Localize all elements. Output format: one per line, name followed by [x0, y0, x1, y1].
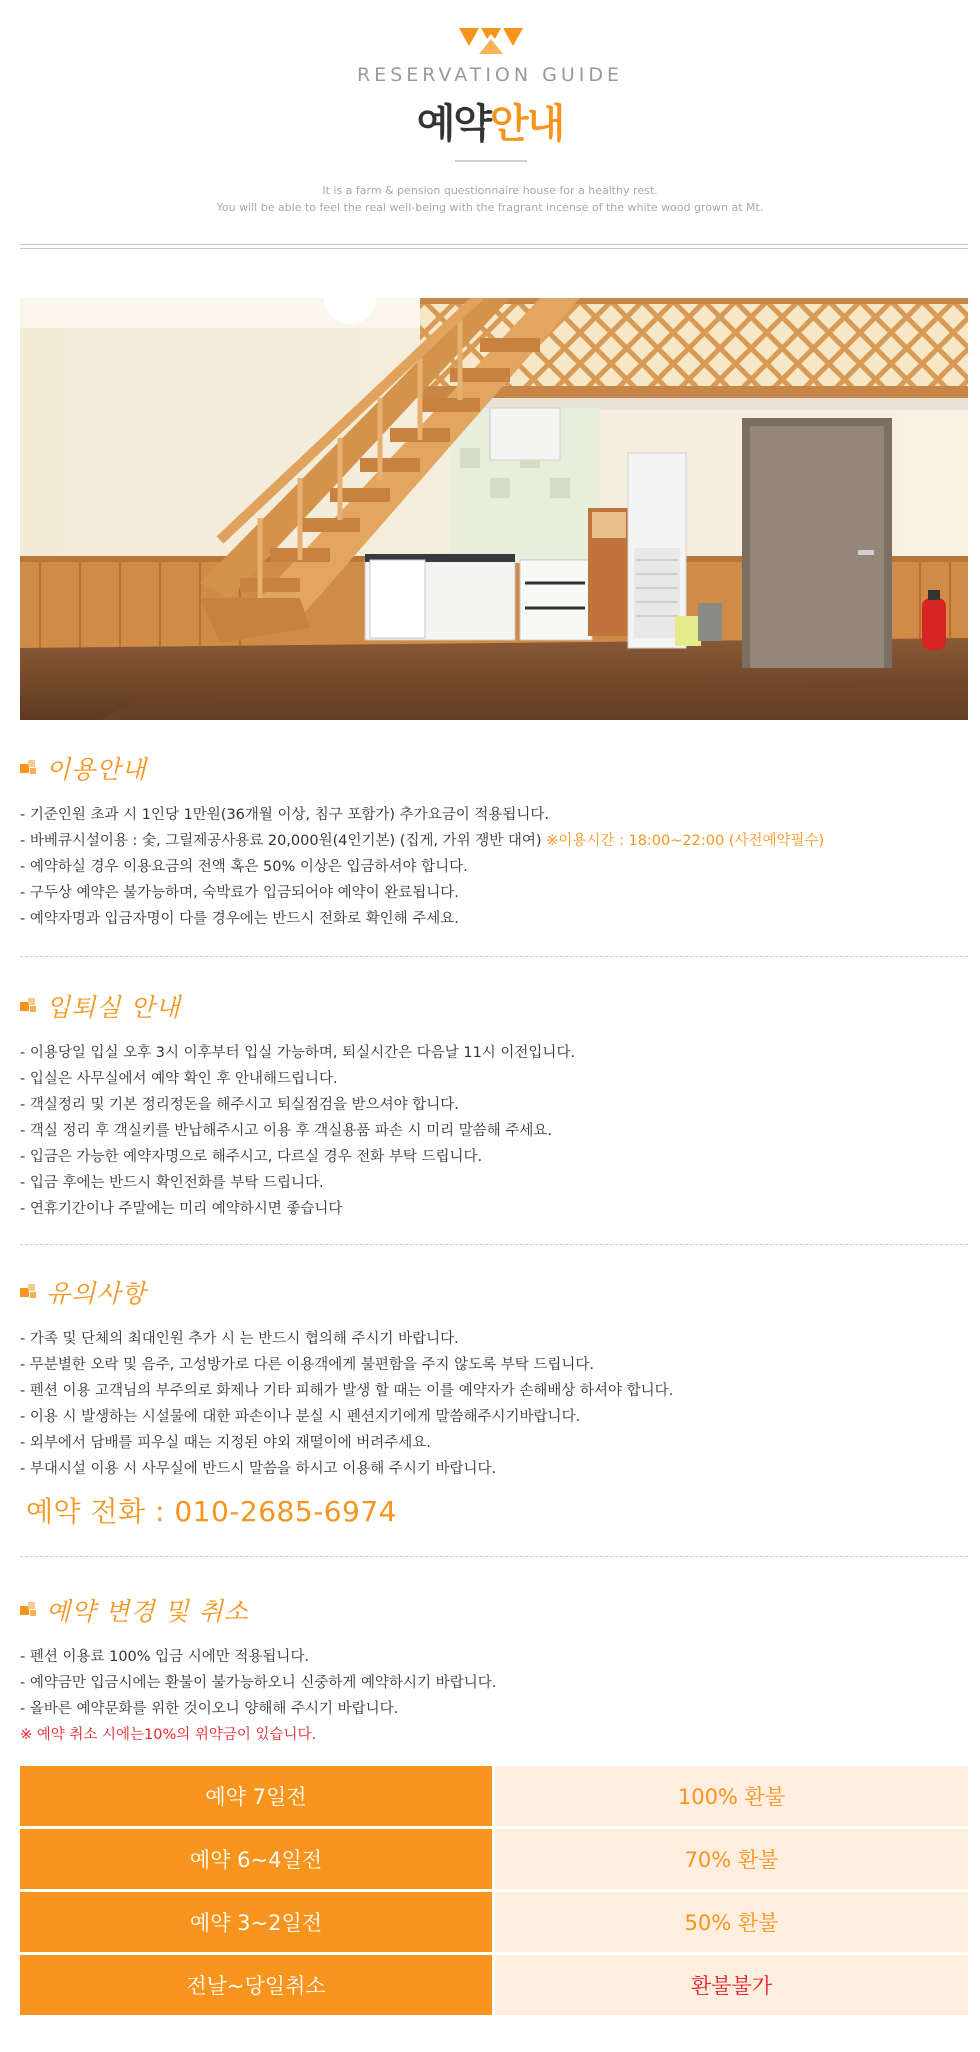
- caution-header: [20, 1272, 968, 1312]
- checkin-title: 입퇴실 안내: [46, 993, 181, 1022]
- caution-line-6: - 부대시설 이용 시 사무실에 반드시 말씀을 하시고 이용해 주시기 바랍니다.: [20, 1461, 497, 1477]
- refund-rate-cell: 100% 환불: [495, 1766, 968, 1826]
- refund-period-cell: 예약 3~2일전: [20, 1892, 492, 1952]
- cancel-line-3: - 올바른 예약문화를 위한 것이오니 양해해 주시기 바랍니다.: [20, 1701, 399, 1717]
- usage-guide-header: [20, 748, 968, 788]
- header-double-rule: [20, 244, 968, 249]
- usage-line-4: - 구두상 예약은 불가능하며, 숙박료가 입금되어야 예약이 완료됩니다.: [20, 885, 459, 901]
- caution-section: [20, 1272, 968, 1482]
- caution-list: [20, 1326, 968, 1482]
- english-title: RESERVATION GUIDE: [356, 64, 624, 86]
- checkin-line-4: - 객실 정리 후 객실키를 반납해주시고 이용 후 객실용품 파손 시 미리 말씀해 주세요.: [20, 1123, 552, 1139]
- refund-period-cell: 예약 6~4일전: [20, 1829, 492, 1889]
- usage-guide-list: [20, 802, 968, 932]
- header-description-line2: You will be able to feel the real well-being with the fragrant incense of the white wood grown at Mt.: [216, 201, 764, 214]
- bbq-time-note: ※이용시간 : 18:00~22:00 (사전예약필수): [546, 833, 825, 849]
- cancel-penalty-warning: ※ 예약 취소 시에는10%의 위약금이 있습니다.: [20, 1727, 317, 1743]
- refund-rate-cell: 70% 환불: [495, 1829, 968, 1889]
- section-divider: [20, 1244, 968, 1245]
- cancel-title: 예약 변경 및 취소: [46, 1597, 249, 1626]
- usage-line-2: [20, 828, 968, 854]
- reservation-phone[interactable]: 예약 전화 : 010-2685-6974: [26, 1495, 397, 1528]
- usage-guide-section: [20, 748, 968, 932]
- usage-line-5: - 예약자명과 입금자명이 다를 경우에는 반드시 전화로 확인해 주세요.: [20, 911, 459, 927]
- checkin-line-7: - 연휴기간이나 주말에는 미리 예약하시면 좋습니다: [20, 1201, 343, 1217]
- square-bullet-icon: [20, 758, 40, 778]
- usage-guide-title: 이용안내: [46, 755, 147, 784]
- square-bullet-icon: [20, 1600, 40, 1620]
- refund-row: [20, 1955, 968, 2015]
- page-title-part1: 예약: [416, 101, 490, 147]
- caution-line-3: - 펜션 이용 고객님의 부주의로 화제나 기타 피해가 발생 할 때는 이를 예약자가 손해배상 하셔야 합니다.: [20, 1383, 674, 1399]
- page-header: [0, 0, 980, 256]
- usage-line-1: - 기준인원 초과 시 1인당 1만원(36개월 이상, 침구 포함가) 추가요금이 적용됩니다.: [20, 807, 549, 823]
- section-divider: [20, 1556, 968, 1557]
- refund-row: [20, 1829, 968, 1889]
- title-divider: [455, 160, 527, 162]
- checkin-section: [20, 986, 968, 1222]
- usage-line-3: - 예약하실 경우 이용요금의 전액 혹은 50% 이상은 입금하셔야 합니다.: [20, 859, 468, 875]
- usage-line-2-text: - 바베큐시설이용 : 숯, 그릴제공사용료 20,000원(4인기본) (집게, 가위 쟁반 대여): [20, 833, 547, 849]
- logo-icon: [459, 28, 523, 54]
- caution-title: 유의사항: [46, 1279, 147, 1308]
- caution-line-4: - 이용 시 발생하는 시설물에 대한 파손이나 분실 시 펜션지기에게 말씀해주시기바랍니다.: [20, 1409, 581, 1425]
- refund-rate-cell: 환불불가: [495, 1955, 968, 2015]
- header-description: [0, 182, 980, 216]
- section-divider: [20, 956, 968, 957]
- checkin-line-3: - 객실정리 및 기본 정리정돈을 해주시고 퇴실점검을 받으셔야 합니다.: [20, 1097, 459, 1113]
- checkin-line-1: - 이용당일 입실 오후 3시 이후부터 입실 가능하며, 퇴실시간은 다음날 11시 이전입니다.: [20, 1045, 576, 1061]
- cancel-line-1: - 펜션 이용료 100% 입금 시에만 적용됩니다.: [20, 1649, 310, 1665]
- caution-line-1: - 가족 및 단체의 최대인원 추가 시 는 반드시 협의해 주시기 바랍니다.: [20, 1331, 459, 1347]
- page-title-part2: 안내: [490, 101, 564, 147]
- checkin-list: [20, 1040, 968, 1222]
- header-description-line1: It is a farm & pension questionnaire house for a healthy rest.: [322, 184, 658, 197]
- refund-period-cell: 전날~당일취소: [20, 1955, 492, 2015]
- room-interior-photo: [20, 298, 968, 720]
- cancel-line-2: - 예약금만 입금시에는 환불이 불가능하오니 신중하게 예약하시기 바랍니다.: [20, 1675, 497, 1691]
- refund-row: [20, 1766, 968, 1826]
- refund-rate-cell: 50% 환불: [495, 1892, 968, 1952]
- square-bullet-icon: [20, 1282, 40, 1302]
- page-title: [0, 92, 980, 149]
- cancel-section: [20, 1590, 968, 1748]
- cancel-header: [20, 1590, 968, 1630]
- caution-line-5: - 외부에서 담배를 피우실 때는 지정된 야외 재떨이에 버려주세요.: [20, 1435, 431, 1451]
- cancel-list: [20, 1644, 968, 1748]
- refund-row: [20, 1892, 968, 1952]
- checkin-header: [20, 986, 968, 1026]
- caution-line-2: - 무분별한 오락 및 음주, 고성방가로 다른 이용객에게 불편함을 주지 않도록 부탁 드립니다.: [20, 1357, 595, 1373]
- checkin-line-2: - 입실은 사무실에서 예약 확인 후 안내해드립니다.: [20, 1071, 338, 1087]
- square-bullet-icon: [20, 996, 40, 1016]
- checkin-line-6: - 입금 후에는 반드시 확인전화를 부탁 드립니다.: [20, 1175, 324, 1191]
- refund-period-cell: 예약 7일전: [20, 1766, 492, 1826]
- refund-table: [20, 1766, 968, 2018]
- checkin-line-5: - 입금은 가능한 예약자명으로 해주시고, 다르실 경우 전화 부탁 드립니다.: [20, 1149, 483, 1165]
